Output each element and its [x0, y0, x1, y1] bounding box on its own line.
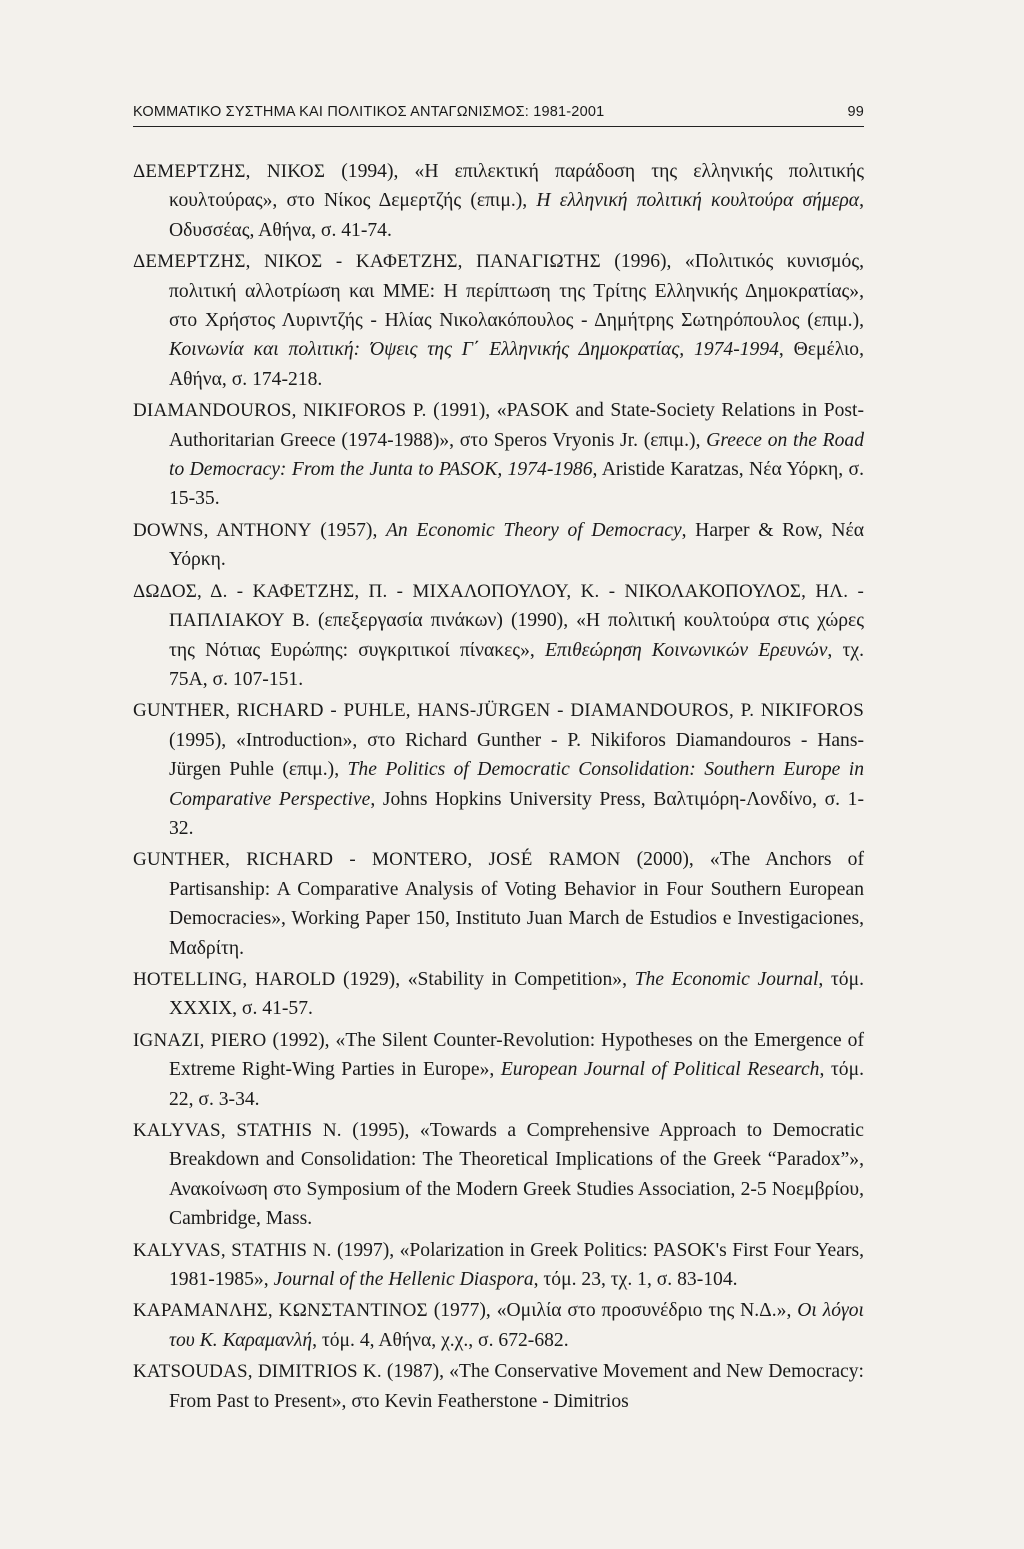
running-head-title: ΚΟΜΜΑΤΙΚΟ ΣΥΣΤΗΜΑ ΚΑΙ ΠΟΛΙΤΙΚΟΣ ΑΝΤΑΓΩΝΙΣΜΟΣ: 1981-2001 — [133, 104, 605, 120]
reference-text: (1957), — [311, 519, 386, 541]
reference-text: (2000), «The Anchors of Partisanship: A Comparative Analysis of Voting Behavior in Four Southern European Democracies», Working Paper 150, Instituto Juan March de Estudios e Investigaciones, Μαδρίτη. — [169, 849, 864, 959]
reference-title: Κοινωνία και πολιτική: Όψεις της Γ΄ Ελληνικής Δημοκρατίας, 1974-1994 — [169, 339, 779, 361]
reference-text: (επεξεργασία πινάκων) (1990), «Η πολιτική κουλτούρα στις χώρες της Νότιας Ευρώπης: συγκριτικοί πίνακες», — [169, 610, 864, 661]
reference-entry — [133, 577, 864, 695]
reference-text: (1977), «Ομιλία στο προσυνέδριο της Ν.Δ.», — [427, 1300, 798, 1322]
reference-author: ΔΕΜΕΡΤΖΗΣ, ΝΙΚΟΣ — [133, 161, 326, 182]
running-head — [133, 104, 864, 127]
reference-entry — [133, 1296, 864, 1355]
reference-text-end: , τόμ. 4, Αθήνα, χ.χ., σ. 672-682. — [312, 1329, 569, 1351]
reference-text-end: , τόμ. 23, τχ. 1, σ. 83-104. — [533, 1269, 738, 1291]
reference-text-end: , Aristide Karatzas, Νέα Υόρκη, σ. 15-35. — [169, 459, 864, 510]
reference-title: Journal of the Hellenic Diaspora — [273, 1269, 534, 1291]
reference-entry — [133, 1357, 864, 1416]
reference-author: DOWNS, ANTHONY — [133, 519, 312, 541]
reference-author: HOTELLING, HAROLD — [133, 968, 336, 990]
reference-title: European Journal of Political Research — [500, 1059, 820, 1081]
reference-text: (1994), «Η επιλεκτική παράδοση της ελληνικής πολιτικής κουλτούρας», στο Νίκος Δεμερτζής (επιμ.), — [169, 161, 865, 212]
reference-author: IGNAZI, PIERO — [133, 1029, 267, 1051]
page-number: 99 — [847, 104, 864, 120]
reference-text: (1996), «Πολιτικός κυνισμός, πολιτική αλλοτρίωση και ΜΜΕ: Η περίπτωση της Τρίτης Ελληνικής Δημοκρατίας», στο Χρήστος Λυριντζής - Ηλίας Νικολακόπουλος - Δημήτρης Σωτηρόπουλος (επιμ.), — [169, 251, 864, 332]
reference-entry — [133, 516, 864, 575]
reference-text-end: , τόμ. XXXIX, σ. 41-57. — [169, 968, 864, 1020]
reference-author: ΔΩΔΟΣ, Δ. - ΚΑΦΕΤΖΗΣ, Π. - ΜΙΧΑΛΟΠΟΥΛΟΥ, Κ. - ΝΙΚΟΛΑΚΟΠΟΥΛΟΣ, ΗΛ. - ΠΑΠΛΙΑΚΟΥ Β. — [133, 580, 864, 632]
reference-entry — [133, 1026, 864, 1114]
reference-text: (1995), «Introduction», στο Richard Gunther - P. Nikiforos Diamandouros - Hans-Jürgen Puhle (επιμ.), — [169, 729, 864, 781]
reference-entry — [133, 396, 864, 514]
reference-text: (1991), «PASOK and State-Society Relations in Post-Authoritarian Greece (1974-1988)», στο Speros Vryonis Jr. (επιμ.), — [169, 400, 864, 451]
reference-entry — [133, 845, 864, 963]
reference-author: KATSOUDAS, DIMITRIOS K. — [133, 1361, 382, 1383]
reference-text-end: , τχ. 75Α, σ. 107-151. — [169, 639, 864, 690]
reference-author: KALYVAS, STATHIS N. — [133, 1120, 342, 1141]
reference-text: (1997), «Polarization in Greek Politics: PASOK's First Four Years, 1981-1985», — [169, 1239, 864, 1291]
reference-list — [133, 157, 864, 1416]
reference-title: The Politics of Democratic Consolidation: Southern Europe in Comparative Perspective — [169, 759, 864, 810]
reference-author: ΚΑΡΑΜΑΝΛΗΣ, ΚΩΝΣΤΑΝΤΙΝΟΣ — [133, 1300, 428, 1322]
book-page — [133, 104, 864, 1418]
reference-text-end: , Johns Hopkins University Press, Βαλτιμόρη-Λονδίνο, σ. 1-32. — [169, 788, 864, 839]
reference-entry — [133, 1236, 864, 1295]
reference-author: DIAMANDOUROS, NIKIFOROS P. — [133, 400, 427, 422]
reference-title: Greece on the Road to Democracy: From the Junta to PASOK, 1974-1986 — [169, 429, 865, 481]
reference-title: The Economic Journal — [634, 968, 819, 990]
reference-entry — [133, 965, 864, 1024]
reference-entry — [133, 247, 864, 394]
reference-entry — [133, 1116, 864, 1234]
reference-text-end: , Οδυσσέας, Αθήνα, σ. 41-74. — [169, 190, 864, 241]
reference-title: Επιθεώρηση Κοινωνικών Ερευνών — [544, 639, 828, 661]
reference-text: (1987), «The Conservative Movement and New Democracy: From Past to Present», στο Kevin Featherstone - Dimitrios — [169, 1361, 864, 1412]
reference-author: GUNTHER, RICHARD - PUHLE, HANS-JÜRGEN - DIAMANDOUROS, P. NIKIFOROS — [133, 700, 864, 722]
reference-text: (1992), «The Silent Counter-Revolution: Hypotheses on the Emergence of Extreme Right-Wing Parties in Europe», — [169, 1029, 864, 1081]
reference-entry — [133, 157, 864, 245]
reference-title: Η ελληνική πολιτική κουλτούρα σήμερα — [536, 190, 860, 212]
reference-text: (1995), «Towards a Comprehensive Approach to Democratic Breakdown and Consolidation: The Theoretical Implications of the Greek “Paradox”», Ανακοίνωση στο Symposium of the Modern Greek Studies Association, 2-5 Νοεμβρίου, Cambridge, Mass. — [169, 1120, 865, 1230]
reference-text-end: , τόμ. 22, σ. 3-34. — [169, 1059, 864, 1110]
reference-text-end: , Θεμέλιο, Αθήνα, σ. 174-218. — [169, 339, 864, 390]
reference-entry — [133, 696, 864, 843]
reference-text-end: , Harper & Row, Νέα Υόρκη. — [169, 519, 864, 571]
reference-author: GUNTHER, RICHARD - MONTERO, JOSÉ RAMON — [133, 849, 621, 871]
reference-title: An Economic Theory of Democracy — [385, 519, 682, 541]
reference-text: (1929), «Stability in Competition», — [335, 968, 635, 990]
reference-author: ΔΕΜΕΡΤΖΗΣ, ΝΙΚΟΣ - ΚΑΦΕΤΖΗΣ, ΠΑΝΑΓΙΩΤΗΣ — [133, 251, 601, 273]
reference-author: KALYVAS, STATHIS N. — [133, 1239, 332, 1261]
reference-title: Οι λόγοι του Κ. Καραμανλή — [169, 1300, 865, 1351]
